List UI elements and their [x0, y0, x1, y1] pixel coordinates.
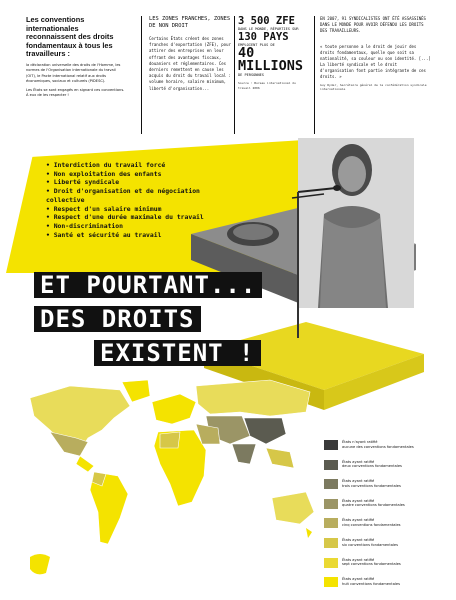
legend-swatch — [324, 479, 338, 489]
list-item: • Non exploitation des enfants — [46, 170, 236, 179]
list-item: • Santé et sécurité au travail — [46, 231, 236, 240]
legend-label: États ayant ratifié trois conventions fondamentales — [342, 479, 401, 488]
world-map — [10, 372, 320, 562]
legend-label: États ayant ratifié deux conventions fondamentales — [342, 459, 402, 469]
list-item: • Droit d'organisation et de négociation collective — [46, 187, 236, 204]
zones-body: Certains États créent des zones franches d'exportation (ZFE), pour attirer des entreprises en leur offrant des avantages fiscaux, douaniers et réglementaires. Ces derniers remettent en cause les acquis du droit du travail local : volume horaire, salaire minimum, liberté d'organisation... — [149, 36, 231, 91]
legend-swatch — [324, 518, 338, 528]
list-item: • Liberté syndicale — [46, 178, 236, 187]
legend-swatch — [324, 440, 338, 450]
zones-column — [149, 16, 231, 92]
intro-body: la déclaration universelle des droits de l'Homme, les normes de l'Organisation internationale du travail (OIT), le Pacte international relatif aux droits économiques, sociaux et culturels (PIDESC). — [26, 62, 121, 83]
rights-list — [46, 161, 236, 239]
speaker-photo — [298, 138, 414, 308]
stat-text: DANS LE MONDE, RÉPARTIES SUR — [238, 27, 299, 31]
intro-footer: Les États se sont engagés en signant ces conventions. À eux de les respecter ! — [26, 88, 125, 98]
stat-text: DE PERSONNES — [238, 73, 264, 78]
legend-item — [324, 538, 434, 556]
stat-text: EMPLOIENT PLUS DE — [238, 42, 275, 47]
map-legend — [324, 440, 434, 594]
stat-zfe: 3 500 ZFE — [238, 15, 295, 27]
list-item: • Respect d'une durée maximale du travail — [46, 213, 236, 222]
side-credit — [438, 559, 442, 560]
legend-label: États ayant ratifié huit conventions fondamentales — [342, 577, 400, 586]
legend-label: États ayant ratifié cinq conventions fondamentales — [342, 518, 401, 527]
legend-label: États n'ayant ratifié aucune des conventions fondamentales — [342, 440, 414, 449]
legend-item — [324, 440, 434, 458]
legend-item — [324, 479, 434, 497]
legend-item — [324, 558, 434, 576]
legend-item — [324, 499, 434, 517]
list-item: • Interdiction du travail forcé — [46, 161, 236, 170]
quote-author: Guy Ryder, Secrétaire général de la confédération syndicale internationale — [320, 83, 427, 91]
legend-label: États ayant ratifié sept conventions fondamentales — [342, 557, 401, 567]
legend-swatch — [324, 538, 338, 548]
divider — [314, 16, 315, 134]
legend-swatch — [324, 558, 338, 568]
stat-millions: 40 MILLIONS — [238, 45, 304, 75]
intro-title: Les conventions internationales reconnaissent des droits fondamentaux à tous les travailleurs : — [26, 15, 114, 59]
headline-line3: EXISTENT ! — [94, 340, 261, 366]
unionists-fact: EN 2007, 91 SYNDICALISTES ONT ÉTÉ ASSASSINÉS DANS LE MONDE POUR AVOIR DÉFENDU LES DROITS DES TRAVAILLEURS. — [320, 16, 426, 33]
unionists-quote: « toute personne a le droit de jouir des droits fondamentaux, quelle que soit sa nationalité, sa couleur ou son identité. [...] La liberté syndicale et le droit d'organisation font partie intégrante de ces droits. » — [320, 44, 431, 79]
zones-title: LES ZONES FRANCHES, ZONES DE NON DROIT — [149, 16, 231, 29]
poster — [6, 4, 448, 594]
logo-icon — [28, 549, 68, 579]
divider — [141, 16, 142, 134]
stat-source: Source : Bureau international du travail 2006 — [238, 80, 296, 91]
legend-swatch — [324, 577, 338, 587]
list-item: • Non-discrimination — [46, 222, 236, 231]
legend-item — [324, 460, 434, 478]
headline-line2: DES DROITS — [34, 306, 201, 332]
headline-line1: ET POURTANT... — [34, 272, 262, 298]
legend-item — [324, 518, 434, 536]
legend-swatch — [324, 499, 338, 509]
legend-label: États ayant ratifié six conventions fondamentales — [342, 537, 399, 547]
stat-pays: 130 PAYS — [238, 30, 289, 43]
legend-label: États ayant ratifié quatre conventions fondamentales — [342, 498, 405, 508]
intro-column — [26, 16, 126, 103]
list-item: • Respect d'un salaire minimum — [46, 205, 236, 214]
unionists-column — [320, 16, 432, 91]
legend-swatch — [324, 460, 338, 470]
divider — [234, 16, 235, 134]
legend-item — [324, 577, 434, 594]
stats-column — [238, 16, 310, 91]
